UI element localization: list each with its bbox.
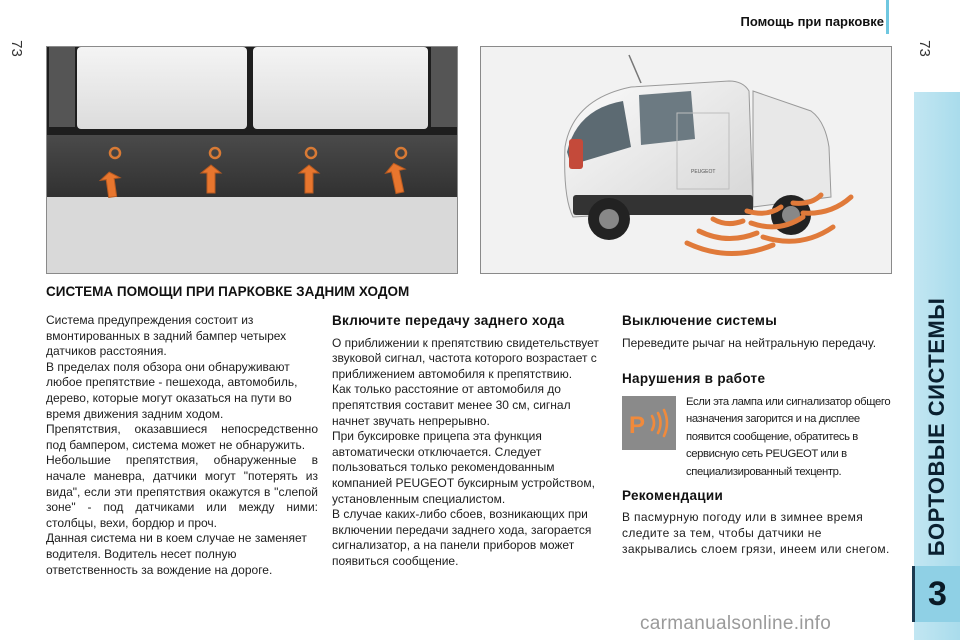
watermark: carmanualsonline.info — [640, 613, 832, 634]
fault-text: Если эта лампа или сигнализатор общего назначения загорится и на дисплее появится сообщение, обратитесь в сервисную сеть PEUGEOT или в специализированный техцентр. — [686, 395, 891, 478]
intro-paragraph-1: Система предупреждения состоит из вмонтированных в задний бампер четырех датчиков расстояния. — [46, 313, 287, 359]
reverse-paragraph-2: Как только расстояние от автомобиля до препятствия составит менее 30 см, сигнал начнет звучать непрерывно. — [332, 382, 571, 428]
reverse-gear-heading: Включите передачу заднего хода — [332, 313, 565, 328]
intro-paragraph-5: Данная система ни в коем случае не заменяет водителя. Водитель несет полную ответственность за вождение на дороге. — [46, 531, 307, 577]
header-accent-line — [886, 0, 889, 34]
page-number-right: 73 — [915, 40, 933, 57]
fault-heading: Нарушения в работе — [622, 371, 766, 387]
switch-off-text: Переведите рычаг на нейтральную передачу. — [622, 335, 877, 350]
header-section-title: Помощь при парковке — [740, 14, 884, 29]
reverse-paragraph-4: В случае каких-либо сбоев, возникающих при включении передачи заднего хода, загорается сигнализатор, а на панели приборов может появиться сообщение. — [332, 507, 592, 568]
van-parking-waves-photo — [480, 46, 892, 274]
chapter-number-box — [912, 566, 960, 622]
column-reverse-gear — [332, 313, 608, 570]
main-section-title: СИСТЕМА ПОМОЩИ ПРИ ПАРКОВКЕ ЗАДНИМ ХОДОМ — [46, 284, 410, 299]
warning-letter: P — [629, 411, 646, 439]
page-number-left: 73 — [7, 40, 25, 57]
intro-paragraph-4: Небольшие препятствия, обнаруженные в начале маневра, датчики могут "потерять из вида", если эти препятствия окажутся в "слепой зоне" - под датчиками или между ними: столбцы, вехи, бордюр и проч. — [46, 453, 318, 530]
chapter-title — [914, 297, 960, 557]
column-intro — [46, 313, 318, 578]
chapter-number: 3 — [928, 575, 947, 613]
park-assist-warning-icon — [622, 396, 676, 450]
recommendations-heading: Рекомендации — [622, 487, 724, 503]
van-badge: PEUGEOT — [691, 169, 716, 175]
chapter-sidebar — [914, 92, 960, 640]
switch-off-heading: Выключение системы — [622, 313, 778, 328]
fault-warning-row — [622, 394, 892, 480]
intro-paragraph-3: Препятствия, оказавшиеся непосредственно под бампером, система может не обнаружить. — [46, 422, 318, 452]
recommendations-text: В пасмурную погоду или в зимнее время следите за тем, чтобы датчики не закрывались слоем грязи, инеем или снегом. — [622, 510, 890, 556]
intro-paragraph-2: В пределах поля обзора они обнаруживают любое препятствие - пешехода, автомобиль, дерево, которые могут оказаться на пути во время движения задним ходом. — [46, 359, 298, 421]
reverse-paragraph-1: О приближении к препятствию свидетельствует звуковой сигнал, частота которого возрастает с приближением автомобиля к препятствию. — [332, 335, 599, 381]
column-operation — [622, 313, 892, 557]
reverse-paragraph-3: При буксировке прицепа эта функция автоматически отключается. Следует пользоваться только рекомендованным компанией PEUGEOT буксирным устройством, установленным специалистом. — [332, 429, 595, 506]
van-illustration — [481, 47, 892, 274]
chapter-title-text: БОРТОВЫЕ СИСТЕМЫ — [924, 297, 949, 557]
rear-bumper-illustration — [47, 47, 458, 274]
rear-bumper-sensors-photo — [46, 46, 458, 274]
